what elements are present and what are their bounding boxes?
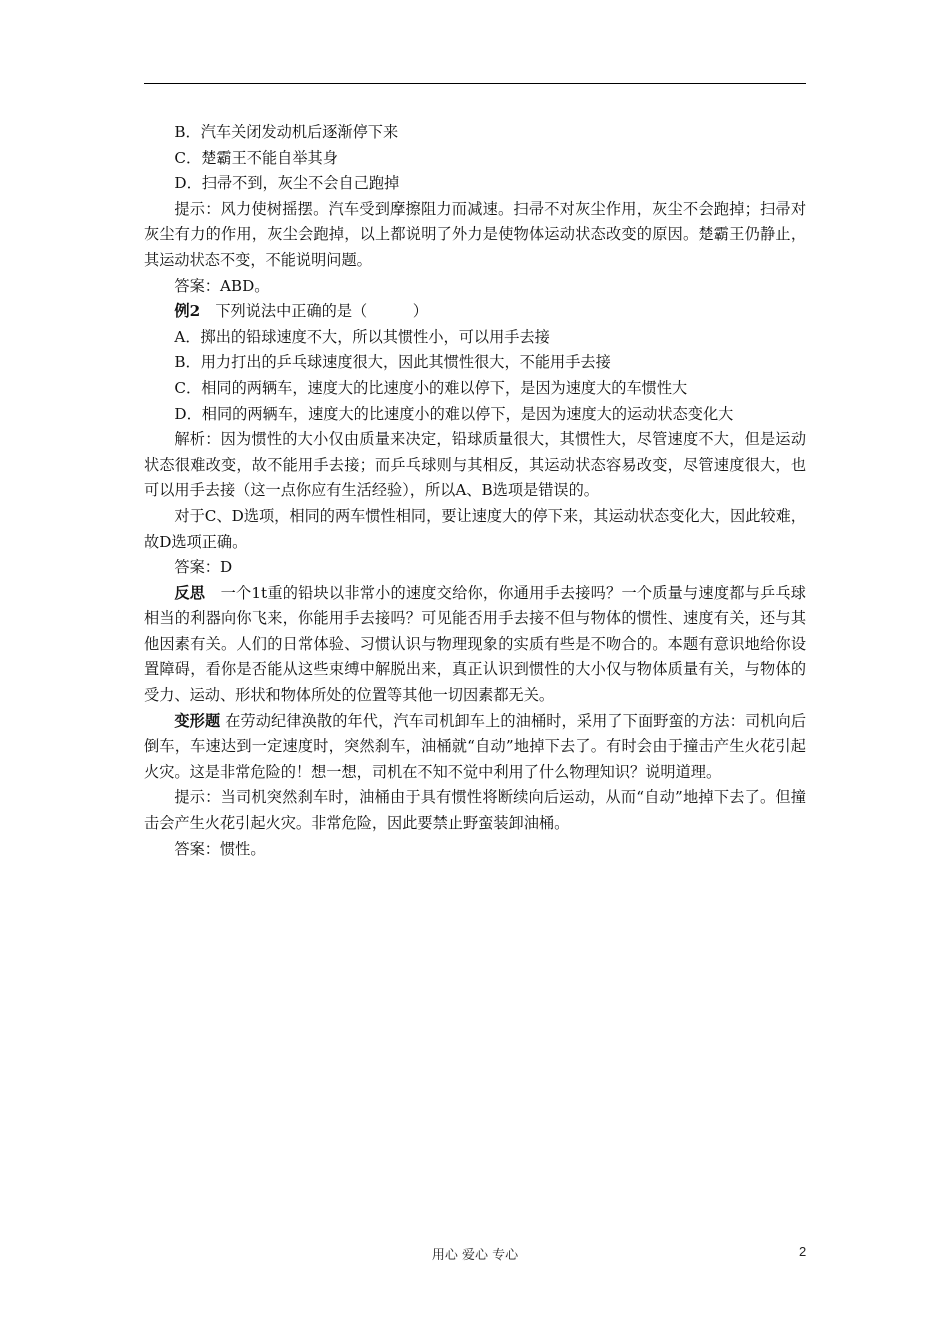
- document-body: [144, 120, 806, 862]
- reflection-paragraph: 反思 一个1t重的铅块以非常小的速度交给你，你通用手去接吗？一个质量与速度都与乒乓球相当的利器向你飞来，你能用手去接吗？可见能否用手去接不但与物体的惯性、速度有关，还与其他因素有关。人们的日常体验、习惯认识与物理现象的实质有些是不吻合的。本题有意识地给你设置障碍，看你是否能从这些束缚中解脱出来，真正认识到惯性的大小仅与物体质量有关，与物体的受力、运动、形状和物体所处的位置等其他一切因素都无关。: [144, 583, 806, 705]
- hint-paragraph: 提示：风力使树摇摆。汽车受到摩擦阻力而减速。扫帚不对灰尘作用，灰尘不会跑掉；扫帚对灰尘有力的作用，灰尘会跑掉，以上都说明了外力是使物体运动状态改变的原因。楚霸王仍静止，其运动状态不变，不能说明问题。: [144, 199, 806, 269]
- variant-question: 变形题 在劳动纪律涣散的年代，汽车司机卸车上的油桶时，采用了下面野蛮的方法：司机向后倒车，车速达到一定速度时，突然刹车，油桶就“自动”地掉下去了。有时会由于撞击产生火花引起火灾。这是非常危险的！想一想，司机在不知不觉中利用了什么物理知识？说明道理。: [144, 711, 807, 781]
- example-2-option-b: B．用力打出的乒乓球速度很大，因此其惯性很大，不能用手去接: [174, 353, 611, 372]
- page-number: 2: [799, 1244, 807, 1259]
- variant-hint: 提示：当司机突然刹车时，油桶由于具有惯性将断续向后运动，从而“自动”地掉下去了。但撞击会产生火花引起火灾。非常危险，因此要禁止野蛮装卸油桶。: [144, 788, 806, 833]
- analysis-paragraph: 解析：因为惯性的大小仅由质量来决定，铅球质量很大，其惯性大，尽管速度不大，但是运动状态很难改变，故不能用手去接；而乒乓球则与其相反，其运动状态容易改变，尽管速度很大，也可以用手去接（这一点你应有生活经验），所以A、B选项是错误的。: [144, 430, 806, 500]
- example-2-answer: 答案：D: [174, 558, 233, 577]
- answer-paragraph: 答案：ABD。: [174, 276, 270, 295]
- example-2-option-a: A．掷出的铅球速度不大，所以其惯性小，可以用手去接: [174, 327, 550, 346]
- example-2-question: 例2 下列说法中正确的是（ ）: [174, 302, 428, 321]
- analysis-cd-paragraph: 对于C、D选项，相同的两车惯性相同，要让速度大的停下来，其运动状态变化大，因此较难，故D选项正确。: [144, 506, 806, 551]
- option-c: C．楚霸王不能自举其身: [174, 148, 338, 167]
- example-2-option-c: C．相同的两辆车，速度大的比速度小的难以停下，是因为速度大的车惯性大: [174, 378, 688, 397]
- variant-answer: 答案：惯性。: [174, 839, 266, 858]
- option-b: B．汽车关闭发动机后逐渐停下来: [174, 123, 399, 141]
- footer-slogan: 用心 爱心 专心: [431, 1248, 519, 1263]
- example-2-option-d: D．相同的两辆车，速度大的比速度小的难以停下，是因为速度大的运动状态变化大: [174, 404, 734, 423]
- header-rule: [144, 83, 806, 84]
- option-d: D．扫帚不到，灰尘不会自己跑掉: [174, 174, 400, 193]
